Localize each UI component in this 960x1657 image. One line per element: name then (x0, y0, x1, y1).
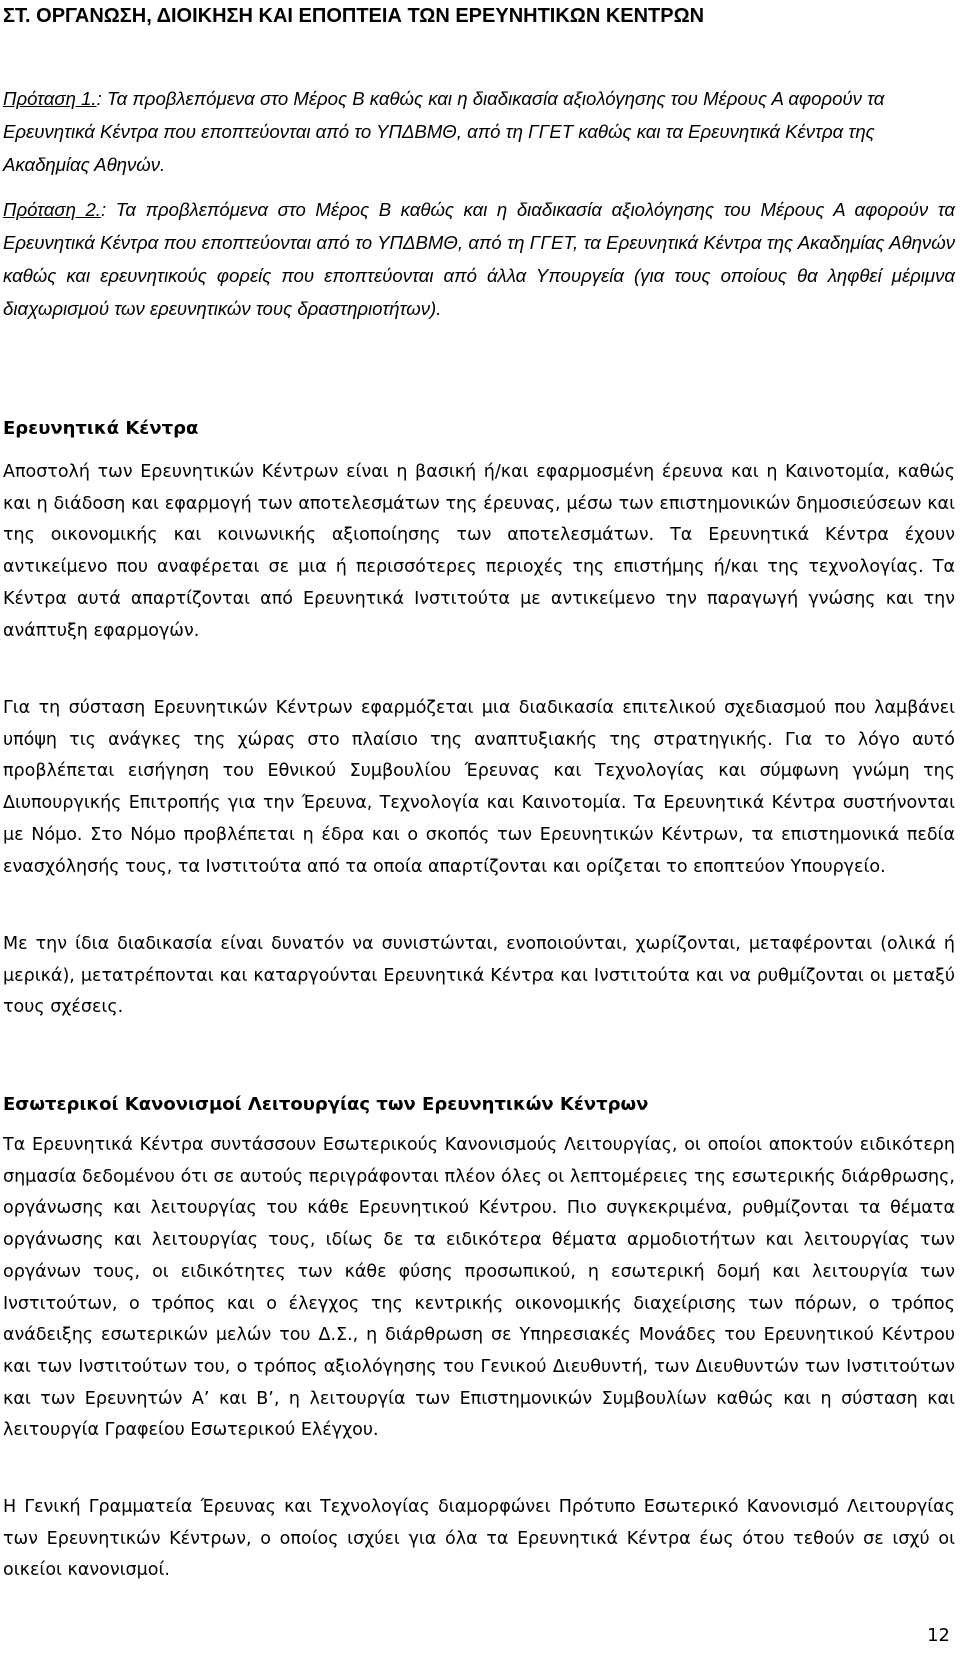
research-centers-paragraph-restructuring: Με την ίδια διαδικασία είναι δυνατόν να συνιστώνται, ενοποιούνται, χωρίζονται, μεταφέρονται (ολικά ή μερικά), μετατρέπονται και καταργούνται Ερευνητικά Κέντρα και Ινστιτούτα και να ρυθμίζονται οι μεταξύ τους σχέσεις. (3, 934, 955, 1018)
internal-regulations-paragraph-details: Τα Ερευνητικά Κέντρα συντάσσουν Εσωτερικούς Κανονισμούς Λειτουργίας, οι οποίοι αποκτούν ειδικότερη σημασία δεδομένου ότι σε αυτούς περιγράφονται πλέον όλες οι λεπτομέρειες της εσωτερικής διάρθρωσης, οργάνωσης και λειτουργίας του κάθε Ερευνητικού Κέντρου. Πιο συγκεκριμένα, ρυθμίζονται τα θέματα οργάνωσης και λειτουργίας τους, ιδίως δε τα ειδικότερα θέματα αρμοδιοτήτων και λειτουργίας των οργάνων τους, οι ειδικότητες των κάθε φύσης προσωπικού, η εσωτερική δομή και λειτουργία των Ινστιτούτων, ο τρόπος και ο έλεγχος της κεντρικής οικονομικής διαχείρισης των πόρων, ο τρόπος ανάδειξης εσωτερικών μελών του Δ.Σ., η διάρθρωση σε Υπηρεσιακές Μονάδες του Ερευνητικού Κέντρου και των Ινστιτούτων του, ο τρόπος αξιολόγησης του Γενικού Διευθυντή, των Διευθυντών των Ινστιτούτων και των Ερευνητών Α’ και Β’, η λειτουργία των Επιστημονικών Συμβουλίων καθώς και η σύσταση και λειτουργία Γραφείου Εσωτερικού Ελέγχου. (3, 1135, 955, 1441)
heading-research-centers: Ερευνητικά Κέντρα (3, 418, 199, 439)
proposal-1-label: Πρόταση 1. (3, 88, 97, 109)
proposal-2-text: : Τα προβλεπόμενα στο Μέρος Β καθώς και η διαδικασία αξιολόγησης του Μέρους Α αφορούν τα Ερευνητικά Κέντρα που εποπτεύονται από το ΥΠΔΒΜΘ, από τη ΓΓΕΤ, τα Ερευνητικά Κέντρα της Ακαδημίας Αθηνών καθώς και ερευνητικούς φορείς που εποπτεύονται από άλλα Υπουργεία (για τους οποίους θα ληφθεί μέριμνα διαχωρισμού των ερευνητικών τους δραστηριοτήτων). (3, 199, 956, 319)
page-number: 12 (927, 1625, 950, 1646)
proposal-1-text: : Τα προβλεπόμενα στο Μέρος Β καθώς και η διαδικασία αξιολόγησης του Μέρους Α αφορούν τα Ερευνητικά Κέντρα που εποπτεύονται από το ΥΠΔΒΜΘ, από τη ΓΓΕΤ καθώς και τα Ερευνητικά Κέντρα της Ακαδημίας Αθηνών. (3, 88, 885, 175)
section-title: ΣΤ. ΟΡΓΑΝΩΣΗ, ΔΙΟΙΚΗΣΗ ΚΑΙ ΕΠΟΠΤΕΙΑ ΤΩΝ ΕΡΕΥΝΗΤΙΚΩΝ ΚΕΝΤΡΩΝ (3, 5, 705, 27)
proposal-2 (3, 193, 955, 325)
proposal-1 (3, 82, 955, 181)
heading-internal-regulations: Εσωτερικοί Κανονισμοί Λειτουργίας των Ερευνητικών Κέντρων (3, 1094, 649, 1115)
internal-regulations-paragraph-template: Η Γενική Γραμματεία Έρευνας και Τεχνολογίας διαμορφώνει Πρότυπο Εσωτερικό Κανονισμό Λειτουργίας των Ερευνητικών Κέντρων, ο οποίος ισχύει για όλα τα Ερευνητικά Κέντρα έως ότου τεθούν σε ισχύ οι οικείοι κανονισμοί. (3, 1497, 955, 1581)
research-centers-paragraph-mission: Αποστολή των Ερευνητικών Κέντρων είναι η βασική ή/και εφαρμοσμένη έρευνα και η Καινοτομία, καθώς και η διάδοση και εφαρμογή των αποτελεσμάτων της έρευνας, μέσω των επιστημονικών δημοσιεύσεων και της οικονομικής και κοινωνικής αξιοποίησης των αποτελεσμάτων. Τα Ερευνητικά Κέντρα έχουν αντικείμενο που αναφέρεται σε μια ή περισσότερες περιοχές της επιστήμης ή/και της τεχνολογίας. Τα Κέντρα αυτά απαρτίζονται από Ερευνητικά Ινστιτούτα με αντικείμενο την παραγωγή γνώσης και την ανάπτυξη εφαρμογών. (3, 462, 955, 641)
research-centers-paragraph-establishment: Για τη σύσταση Ερευνητικών Κέντρων εφαρμόζεται μια διαδικασία επιτελικού σχεδιασμού που λαμβάνει υπόψη τις ανάγκες της χώρας στο πλαίσιο της αναπτυξιακής της στρατηγικής. Για το λόγο αυτό προβλέπεται εισήγηση του Εθνικού Συμβουλίου Έρευνας και Τεχνολογίας και σύμφωνη γνώμη της Διυπουργικής Επιτροπής για την Έρευνα, Τεχνολογία και Καινοτομία. Τα Ερευνητικά Κέντρα συστήνονται με Νόμο. Στο Νόμο προβλέπεται η έδρα και ο σκοπός των Ερευνητικών Κέντρων, τα επιστημονικά πεδία ενασχόλησής τους, τα Ινστιτούτα από τα οποία απαρτίζονται και ορίζεται το εποπτεύον Υπουργείο. (3, 698, 955, 877)
proposal-2-label: Πρόταση 2. (3, 199, 101, 220)
